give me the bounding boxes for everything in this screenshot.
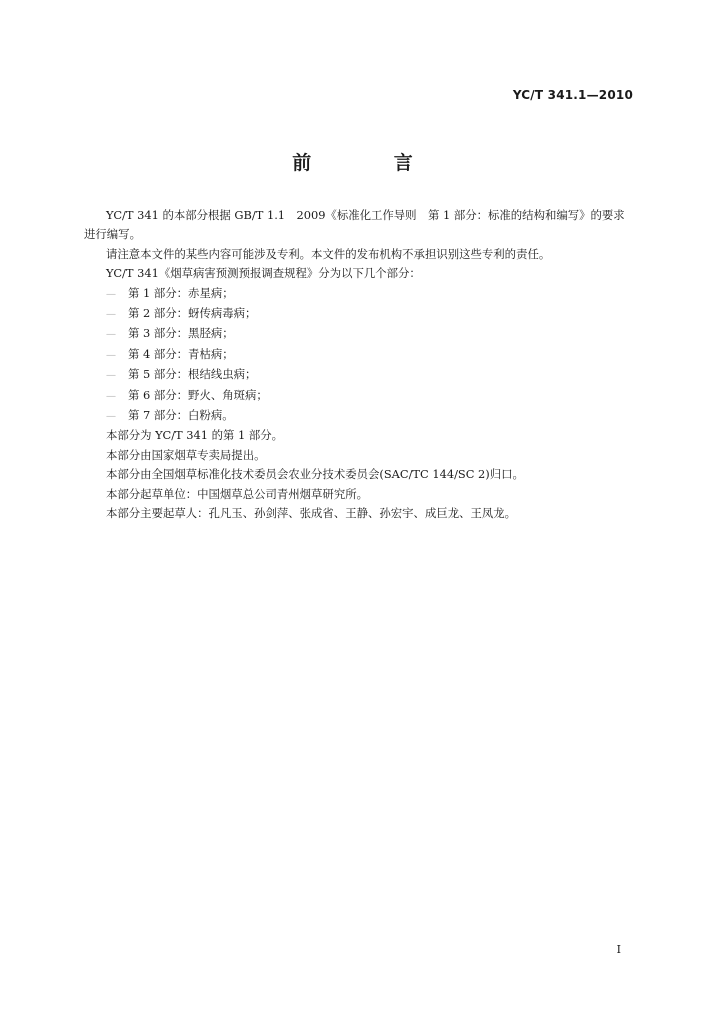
paragraph-scope: YC/T 341 的本部分根据 GB/T 1.1 2009《标准化工作导则 第 1 部分：标准的结构和编写》的要求进行编写。 bbox=[84, 208, 625, 242]
document-code: YC/T 341.1—2010 bbox=[512, 88, 633, 102]
list-dash: — bbox=[106, 390, 116, 402]
page-number: I bbox=[616, 943, 621, 956]
paragraph-drafting-unit: 本部分起草单位：中国烟草总公司青州烟草研究所。 bbox=[106, 486, 368, 501]
paragraph-patent-notice: 请注意本文件的某些内容可能涉及专利。本文件的发布机构不承担识别这些专利的责任。 bbox=[106, 246, 551, 261]
list-dash: — bbox=[106, 370, 116, 382]
list-item bbox=[84, 406, 636, 426]
list-item-label: 第 5 部分：根结线虫病； bbox=[128, 367, 257, 382]
parts-list bbox=[84, 284, 636, 427]
paragraph-drafters: 本部分主要起草人：孔凡玉、孙剑萍、张成省、王静、孙宏宇、成巨龙、王凤龙。 bbox=[106, 506, 517, 521]
list-item bbox=[84, 324, 636, 344]
list-dash: — bbox=[106, 309, 116, 321]
list-item-label: 第 3 部分：黑胫病； bbox=[128, 326, 234, 341]
document-body bbox=[84, 206, 636, 524]
list-item bbox=[84, 284, 636, 304]
list-item bbox=[84, 304, 636, 324]
list-item-label: 第 1 部分：赤星病； bbox=[128, 285, 234, 300]
list-item-label: 第 7 部分：白粉病。 bbox=[128, 408, 234, 423]
page-title: 前 言 bbox=[292, 152, 451, 174]
list-dash: — bbox=[106, 288, 116, 300]
list-dash: — bbox=[106, 411, 116, 423]
list-item bbox=[84, 365, 636, 385]
list-item-label: 第 4 部分：青枯病； bbox=[128, 346, 234, 361]
paragraph-parts-intro: YC/T 341《烟草病害预测预报调查规程》分为以下几个部分： bbox=[106, 266, 421, 281]
list-item-label: 第 2 部分：蚜传病毒病； bbox=[128, 306, 257, 321]
list-item bbox=[84, 386, 636, 406]
list-dash: — bbox=[106, 349, 116, 361]
paragraph-committee: 本部分由全国烟草标准化技术委员会农业分技术委员会(SAC/TC 144/SC 2)归口。 bbox=[106, 467, 524, 482]
list-dash: — bbox=[106, 329, 116, 341]
paragraph-proposer: 本部分由国家烟草专卖局提出。 bbox=[106, 447, 266, 462]
paragraph-part-number: 本部分为 YC/T 341 的第 1 部分。 bbox=[106, 428, 284, 443]
list-item-label: 第 6 部分：野火、角斑病； bbox=[128, 387, 268, 402]
list-item bbox=[84, 345, 636, 365]
